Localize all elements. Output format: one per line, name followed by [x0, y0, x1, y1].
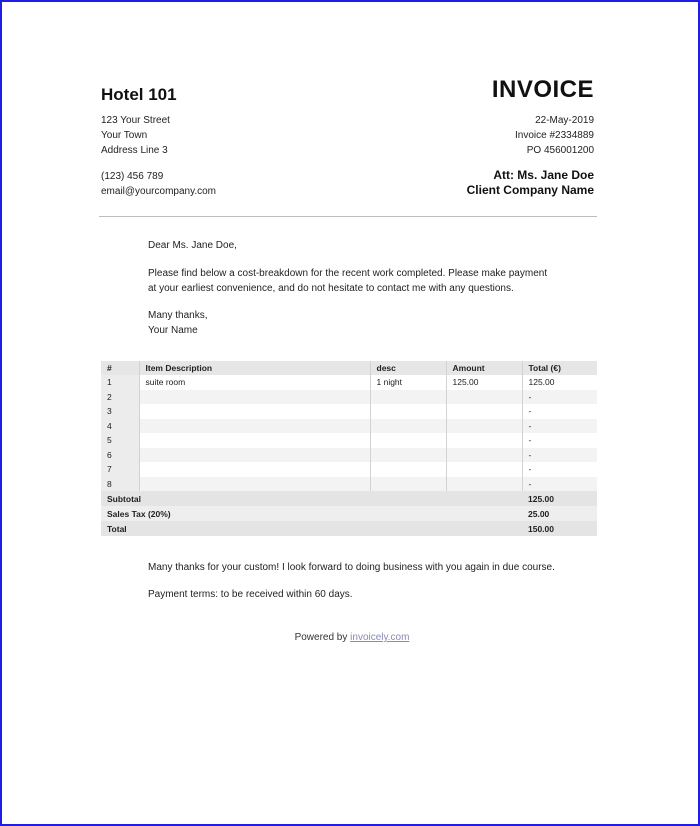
row-number: 1 [101, 375, 139, 390]
row-number: 4 [101, 419, 139, 434]
invoice-number: Invoice #2334889 [515, 130, 594, 141]
header-desc: desc [370, 361, 446, 375]
header-divider [99, 216, 597, 217]
table-row [101, 433, 597, 448]
row-number: 3 [101, 404, 139, 419]
row-desc [370, 448, 446, 463]
total-label: Total [101, 521, 522, 536]
powered-by-prefix: Powered by [294, 632, 351, 643]
powered-by [2, 632, 700, 643]
row-desc [370, 404, 446, 419]
row-amount [446, 462, 522, 477]
company-email: email@yourcompany.com [101, 186, 217, 197]
row-description [139, 419, 370, 434]
table-row [101, 419, 597, 434]
row-desc [370, 433, 446, 448]
table-row [101, 477, 597, 492]
company-address-line-2: Your Town [101, 130, 148, 141]
tax-label: Sales Tax (20%) [101, 506, 522, 521]
company-phone: (123) 456 789 [101, 171, 164, 182]
powered-by-link[interactable]: invoicely.com [350, 632, 410, 643]
row-amount [446, 448, 522, 463]
row-number: 5 [101, 433, 139, 448]
row-description [139, 404, 370, 419]
invoice-date: 22-May-2019 [535, 115, 594, 126]
row-total: - [528, 406, 532, 417]
row-total: - [528, 435, 532, 446]
header-total: Total (€) [522, 361, 597, 375]
letter-body-line-1: Please find below a cost-breakdown for the recent work completed. Please make payment [148, 268, 548, 279]
row-number: 8 [101, 477, 139, 492]
row-description: suite room [139, 375, 370, 390]
row-description [139, 477, 370, 492]
row-total: - [522, 448, 597, 463]
row-number: 6 [101, 448, 139, 463]
row-description [139, 462, 370, 477]
row-description [139, 390, 370, 405]
header-number: # [101, 361, 139, 375]
row-amount [446, 433, 522, 448]
client-company: Client Company Name [466, 183, 594, 197]
table-row [101, 404, 597, 419]
header-item-description: Item Description [139, 361, 370, 375]
row-number: 7 [101, 462, 139, 477]
letter-body-line-2: at your earliest convenience, and do not hesitate to contact me with any questions. [148, 283, 514, 294]
subtotal-label: Subtotal [101, 491, 522, 506]
total-value: 150.00 [522, 521, 597, 536]
table-header-row [101, 361, 597, 375]
row-desc [370, 462, 446, 477]
row-desc [370, 419, 446, 434]
tax-value: 25.00 [522, 506, 597, 521]
table-row [101, 462, 597, 477]
row-total: - [522, 419, 597, 434]
row-desc [370, 390, 446, 405]
row-description [139, 448, 370, 463]
table-row [101, 375, 597, 390]
company-name: Hotel 101 [101, 85, 177, 104]
row-amount [446, 390, 522, 405]
row-total: - [528, 464, 532, 475]
letter-closing: Many thanks, [148, 310, 208, 321]
subtotal-row [101, 491, 597, 506]
table-row [101, 390, 597, 405]
row-amount [446, 477, 522, 492]
client-att: Att: Ms. Jane Doe [493, 168, 594, 182]
letter-greeting: Dear Ms. Jane Doe, [148, 240, 237, 251]
row-amount [446, 419, 522, 434]
total-row [101, 521, 597, 536]
row-amount: 125.00 [446, 375, 522, 390]
row-description [139, 433, 370, 448]
row-amount [446, 404, 522, 419]
table-row [101, 448, 597, 463]
subtotal-value: 125.00 [522, 491, 597, 506]
row-total: - [522, 390, 597, 405]
payment-terms: Payment terms: to be received within 60 days. [148, 589, 353, 600]
header-amount: Amount [446, 361, 522, 375]
tax-row [101, 506, 597, 521]
row-desc [370, 477, 446, 492]
company-address-line-3: Address Line 3 [101, 145, 168, 156]
thanks-note: Many thanks for your custom! I look forward to doing business with you again in due course. [148, 562, 555, 573]
row-total: 125.00 [528, 377, 555, 388]
row-desc: 1 night [370, 375, 446, 390]
row-number: 2 [101, 390, 139, 405]
company-address-line-1: 123 Your Street [101, 115, 170, 126]
row-total: - [522, 477, 597, 492]
po-number: PO 456001200 [526, 145, 594, 156]
invoice-title: INVOICE [491, 76, 594, 103]
items-table [101, 361, 597, 536]
letter-signature: Your Name [148, 325, 198, 336]
